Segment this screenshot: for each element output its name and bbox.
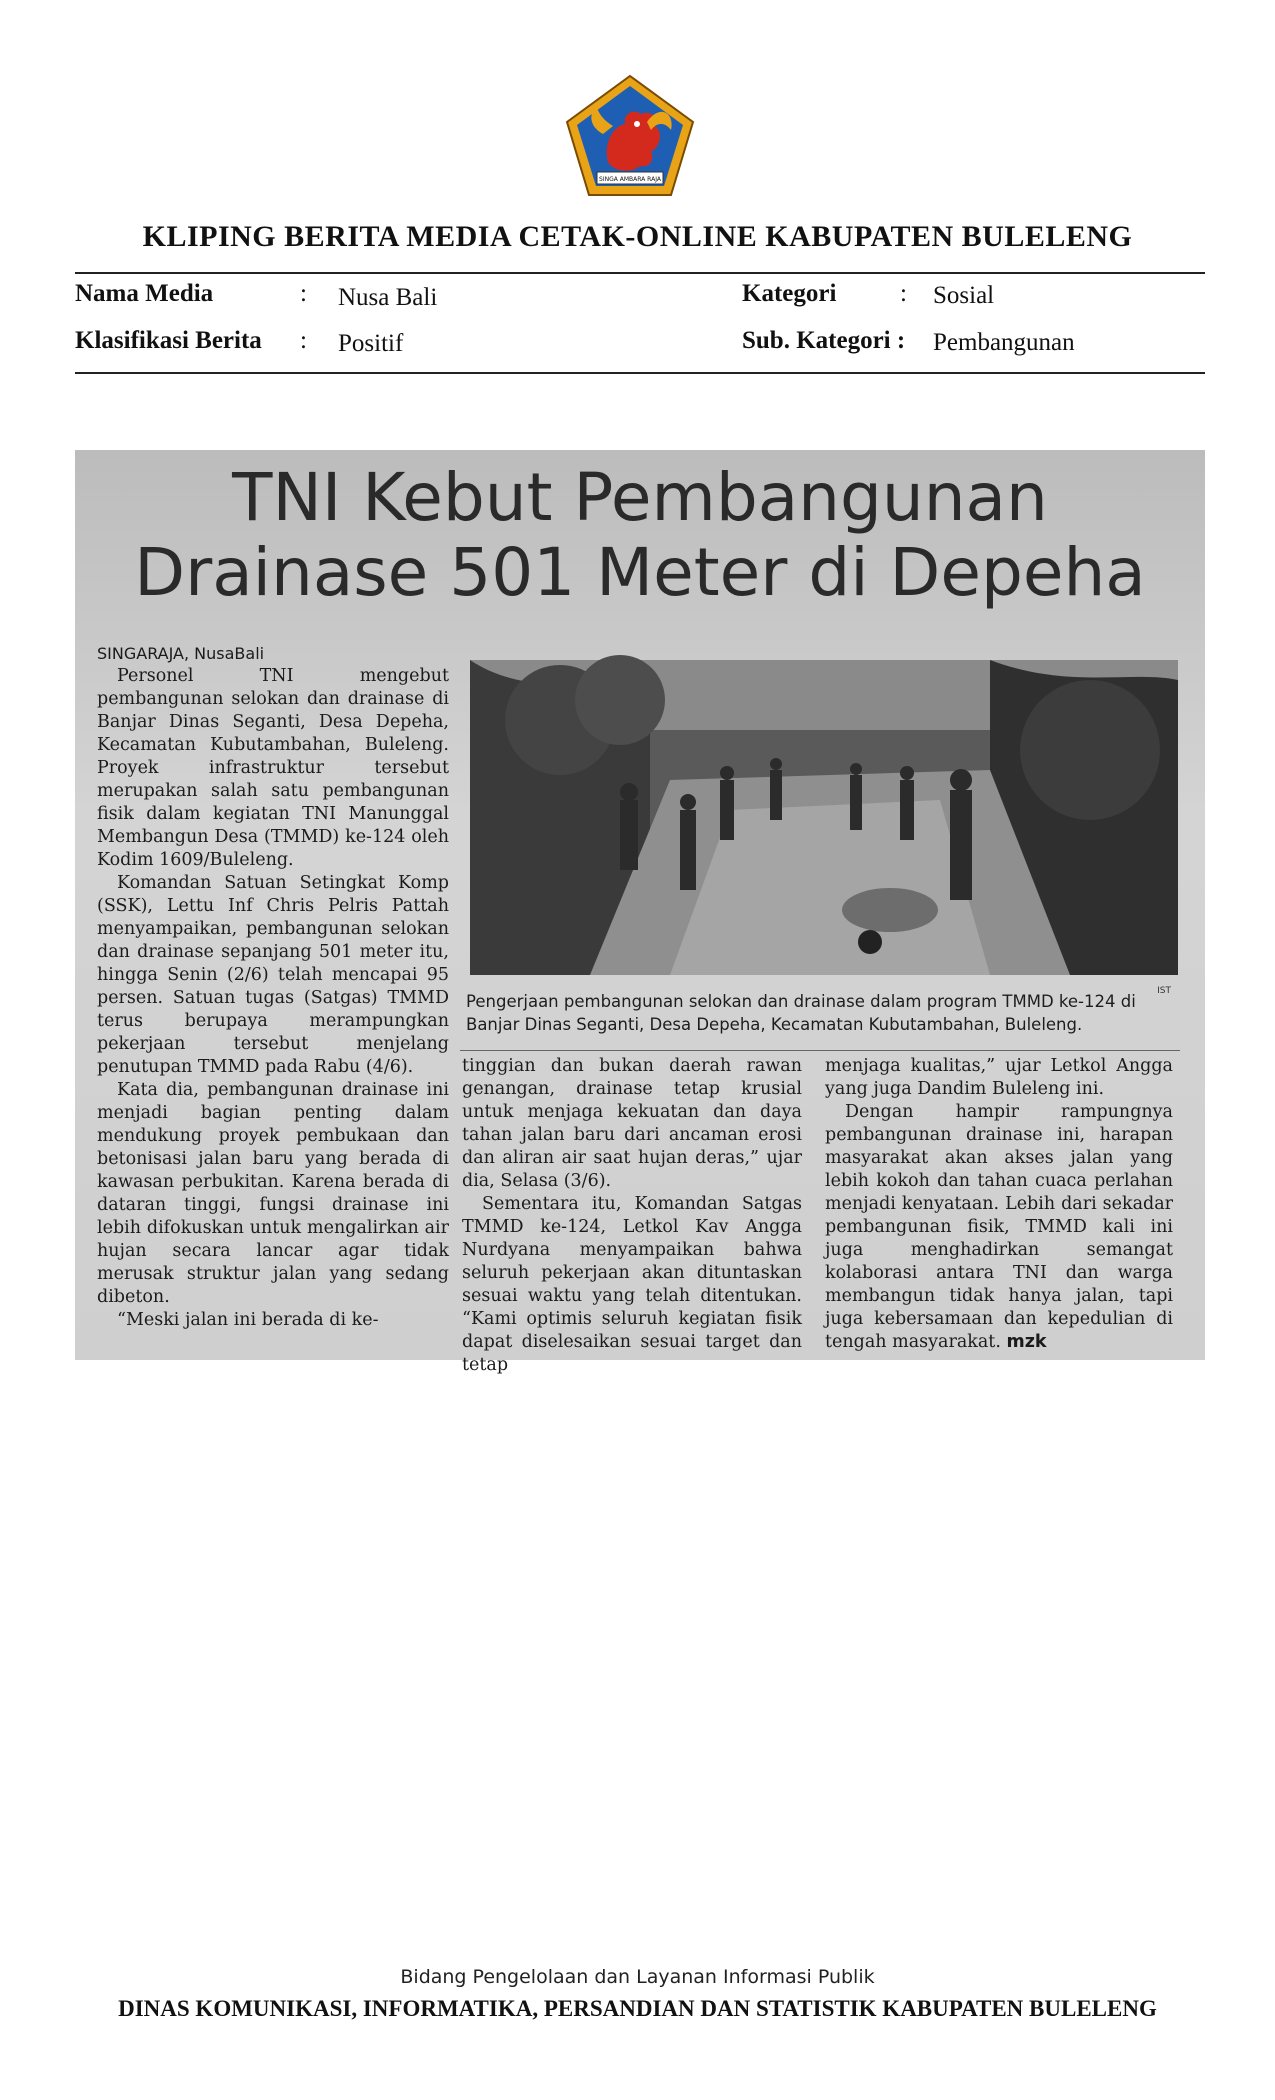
article-column-2 <box>462 1055 802 1377</box>
nama-media-value: Nusa Bali <box>338 284 438 311</box>
klasifikasi-label: Klasifikasi Berita <box>75 327 262 354</box>
column-1-paragraph-2: Komandan Satuan Setingkat Komp (SSK), Lettu Inf Chris Pelris Pattah menyampaikan, pembangunan selokan dan drainase sepanjang 501 meter itu, hingga Senin (2/6) telah mencapai 95 persen. Satuan tugas (Satgas) TMMD terus berupaya merampungkan pekerjaan tersebut menjelang penutupan TMMD pada Rabu (4/6). <box>97 873 449 1077</box>
author-signature: mzk <box>1006 1332 1047 1352</box>
column-2-paragraph-2: Sementara itu, Komandan Satgas TMMD ke-124, Letkol Kav Angga Nurdyana menyampaikan bahwa seluruh pekerjaan akan dituntaskan sesuai waktu yang telah ditentukan. “Kami optimis seluruh kegiatan fisik dapat diselesaikan sesuai target dan tetap <box>462 1194 802 1375</box>
buleleng-emblem-logo <box>563 74 697 198</box>
kategori-colon: : <box>900 280 907 307</box>
column-3-paragraph-1: menjaga kualitas,” ujar Letkol Angga yang juga Dandim Buleleng ini. <box>825 1056 1173 1099</box>
sub-kategori-label: Sub. Kategori : <box>742 327 906 354</box>
column-1-paragraph-1: Personel TNI mengebut pembangunan selokan dan drainase di Banjar Dinas Seganti, Desa Depeha, Kecamatan Kubutambahan, Buleleng. Proyek infrastruktur tersebut merupakan salah satu pembangunan fisik dalam kegiatan TNI Manunggal Membangun Desa (TMMD) ke-124 oleh Kodim 1609/Buleleng. <box>97 666 449 870</box>
headline-line-1: TNI Kebut Pembangunan <box>232 459 1048 536</box>
nama-media-colon: : <box>300 280 307 307</box>
column-2-paragraph-1: tinggian dan bukan daerah rawan genangan, drainase tetap krusial untuk menjaga kekuatan dan daya tahan jalan baru dari ancaman erosi dan aliran air saat hujan deras,” ujar dia, Selasa (3/6). <box>462 1056 802 1191</box>
article-column-1 <box>97 642 449 1332</box>
column-3-paragraph-2 <box>825 1101 1173 1354</box>
headline-line-2: Drainase 501 Meter di Depeha <box>134 534 1146 611</box>
kategori-label: Kategori <box>742 280 837 307</box>
footer-agency: DINAS KOMUNIKASI, INFORMATIKA, PERSANDIAN DAN STATISTIK KABUPATEN BULELENG <box>118 1996 1157 2021</box>
sub-kategori-value: Pembangunan <box>933 329 1075 356</box>
photo-credit: IST <box>1157 986 1171 996</box>
header-rule-bottom <box>75 372 1205 374</box>
column-3-paragraph-2-text: Dengan hampir rampungnya pembangunan drainase ini, harapan masyarakat akan akses jalan yang lebih kokoh dan tahan cuaca perlahan menjadi kenyataan. Lebih dari sekadar pembangunan fisik, TMMD kali ini juga menghadirkan semangat kolaborasi antara TNI dan warga membangun tidak hanya jalan, tapi juga kebersamaan dan kepedulian di tengah masyarakat. <box>825 1102 1173 1352</box>
photo-caption: Pengerjaan pembangunan selokan dan drainase dalam program TMMD ke-124 di Banjar Dinas Seganti, Desa Depeha, Kecamatan Kubutambahan, Buleleng. <box>466 992 1136 1034</box>
header-rule-top <box>75 272 1205 274</box>
footer-division: Bidang Pengelolaan dan Layanan Informasi Publik <box>400 1966 875 1988</box>
document-title: KLIPING BERITA MEDIA CETAK-ONLINE KABUPATEN BULELENG <box>142 220 1133 253</box>
logo-motto: SINGA AMBARA RAJA <box>599 176 661 183</box>
news-photo <box>470 660 1178 975</box>
kategori-value: Sosial <box>933 282 995 309</box>
klasifikasi-value: Positif <box>338 330 404 357</box>
column-1-paragraph-4: “Meski jalan ini berada di ke- <box>117 1310 379 1330</box>
caption-divider <box>460 1050 1180 1051</box>
newspaper-clipping <box>75 450 1205 1375</box>
article-column-3 <box>825 1055 1173 1354</box>
dateline: SINGARAJA, NusaBali <box>97 644 265 663</box>
nama-media-label: Nama Media <box>75 280 214 307</box>
column-1-paragraph-3: Kata dia, pembangunan drainase ini menjadi bagian penting dalam mendukung proyek pembukaan dan betonisasi jalan baru yang berada di kawasan perbukitan. Karena berada di dataran tinggi, fungsi drainase ini lebih difokuskan untuk mengalirkan air hujan secara lancar agar tidak merusak struktur jalan yang sedang dibeton. <box>97 1080 449 1307</box>
klasifikasi-colon: : <box>300 327 307 354</box>
